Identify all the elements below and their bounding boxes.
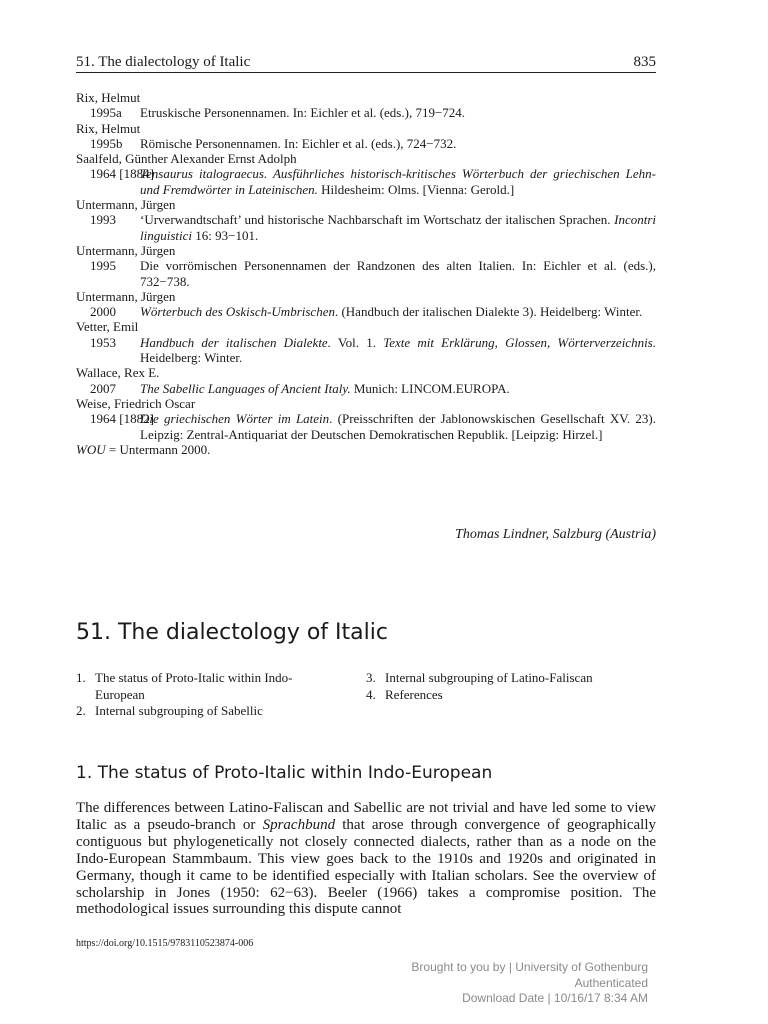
reference-year: 1995a bbox=[90, 105, 122, 121]
abbreviation-definition: = Untermann 2000. bbox=[105, 441, 211, 457]
toc-label: The status of Proto-Italic within Indo-European bbox=[95, 670, 293, 702]
reference-text: Munich: LINCOM.EUROPA. bbox=[350, 380, 510, 396]
reference-text-italic: The Sabellic Languages of Ancient Italy. bbox=[140, 380, 351, 396]
reference-author: Untermann, Jürgen bbox=[76, 197, 176, 213]
body-paragraph bbox=[76, 800, 656, 918]
body-text-run: that arose through convergence of geographically contiguous but phylogenetically not closely connected dialects, rather than as a node on the Indo-European Stammbaum. This view goes back to the 1910s and 1920s and originated in Germany, though it came to be identified especially with Italian scholars. See the overview of scholarship in Jones (1950: 62−63). Beeler (1966) takes a compromise position. The methodological issues surrounding this dispute cannot bbox=[76, 816, 656, 918]
reference-author: Vetter, Emil bbox=[76, 319, 139, 335]
toc-number: 1. bbox=[76, 670, 86, 685]
reference-text-italic: Texte mit Erklärung, Glossen, Wörterverzeichnis. bbox=[383, 334, 656, 350]
body-text-run-italic: Sprachbund bbox=[262, 816, 336, 833]
abbreviation-entry bbox=[76, 442, 656, 457]
toc-item[interactable] bbox=[366, 670, 656, 687]
reference-author: Rix, Helmut bbox=[76, 90, 141, 105]
reference-entry bbox=[76, 136, 656, 151]
toc-number: 2. bbox=[76, 703, 86, 718]
reference-text-italic: Die griechischen Wörter im Latein bbox=[140, 411, 330, 427]
abbreviation: WOU bbox=[76, 441, 106, 457]
body-text-run: The differences between Latino-Faliscan and Sabellic are not trivial and have led some to view Italic as a pseudo-branch or bbox=[76, 800, 656, 833]
toc-label: Internal subgrouping of Latino-Faliscan bbox=[385, 670, 593, 685]
reference-year: 1953 bbox=[90, 334, 116, 350]
toc-column-left bbox=[76, 670, 326, 720]
reference-year: 1995 bbox=[90, 258, 116, 274]
toc-item[interactable] bbox=[76, 670, 326, 703]
page-number: 835 bbox=[633, 54, 656, 70]
reference-text: 16: 93−101. bbox=[192, 227, 259, 243]
reference-entry bbox=[76, 212, 656, 243]
reference-author: Rix, Helmut bbox=[76, 120, 141, 136]
reference-entry bbox=[76, 381, 656, 396]
reference-text: Römische Personennamen. In: Eichler et al. (eds.), 724−732. bbox=[140, 135, 457, 151]
reference-text-italic: Tensaurus italograecus. Ausführliches historisch-kritisches Wörterbuch der griechischen Lehn- und Fremdwörter in Lateinischen. bbox=[140, 166, 656, 197]
reference-text-italic: Handbuch der italischen Dialekte. bbox=[140, 334, 331, 350]
reference-entry bbox=[76, 335, 656, 366]
reference-text: Die vorrömischen Personennamen der Randzonen des alten Italien. In: Eichler et al. (eds.), 732−738. bbox=[140, 258, 656, 289]
reference-year: 1964 [1882] bbox=[90, 411, 154, 427]
section-heading: 1. The status of Proto-Italic within Indo-European bbox=[76, 763, 493, 783]
reference-author: Untermann, Jürgen bbox=[76, 288, 176, 304]
reference-year: 2007 bbox=[90, 380, 116, 396]
reference-entry bbox=[76, 166, 656, 197]
reference-text: Vol. 1. bbox=[330, 334, 384, 350]
reference-author: Untermann, Jürgen bbox=[76, 242, 176, 258]
reference-list bbox=[76, 90, 656, 457]
toc-number: 3. bbox=[366, 670, 376, 685]
reference-author: Weise, Friedrich Oscar bbox=[76, 395, 196, 411]
reference-entry bbox=[76, 304, 656, 319]
reference-text-italic: Incontri linguistici bbox=[140, 212, 656, 243]
reference-text: ‘Urverwandtschaft’ und historische Nachbarschaft im Wortschatz der italischen Sprachen. bbox=[140, 212, 615, 228]
reference-text-italic: Wörterbuch des Oskisch-Umbrischen bbox=[140, 304, 335, 320]
doi-link[interactable]: https://doi.org/10.1515/9783110523874-006 bbox=[76, 938, 254, 949]
toc-number: 4. bbox=[366, 686, 376, 702]
reference-text: Etruskische Personennamen. In: Eichler et al. (eds.), 719−724. bbox=[140, 105, 466, 121]
author-signature: Thomas Lindner, Salzburg (Austria) bbox=[455, 527, 656, 542]
reference-author: Wallace, Rex E. bbox=[76, 365, 160, 381]
reference-entry bbox=[76, 105, 656, 120]
download-watermark bbox=[411, 960, 648, 1007]
reference-year: 1964 [1884] bbox=[90, 166, 154, 182]
reference-text: Hildesheim: Olms. [Vienna: Gerold.] bbox=[317, 181, 515, 197]
reference-year: 1993 bbox=[90, 212, 116, 228]
watermark-line: Brought to you by | University of Gothenburg bbox=[411, 960, 648, 974]
reference-year: 1995b bbox=[90, 135, 123, 151]
reference-year: 2000 bbox=[90, 304, 116, 320]
reference-entry bbox=[76, 411, 656, 442]
running-head bbox=[76, 52, 656, 73]
toc-label: References bbox=[385, 686, 443, 702]
toc-item[interactable] bbox=[76, 703, 326, 720]
reference-entry bbox=[76, 258, 656, 289]
chapter-title: 51. The dialectology of Italic bbox=[76, 620, 388, 645]
reference-text: . (Preisschriften der Jablonowskischen Gesellschaft XV. 23). Leipzig: Zentral-Antiquariat der Deutschen Demokratischen Republik. [Leipzig: Hirzel.] bbox=[140, 411, 656, 442]
toc-column-right bbox=[366, 670, 656, 703]
watermark-line: Authenticated bbox=[574, 975, 648, 990]
reference-text: Heidelberg: Winter. bbox=[140, 350, 243, 366]
reference-text: . (Handbuch der italischen Dialekte 3). Heidelberg: Winter. bbox=[334, 304, 643, 320]
toc-label: Internal subgrouping of Sabellic bbox=[95, 703, 263, 718]
reference-author: Saalfeld, Günther Alexander Ernst Adolph bbox=[76, 151, 297, 167]
watermark-line: Download Date | 10/16/17 8:34 AM bbox=[462, 991, 648, 1005]
toc-item[interactable] bbox=[366, 687, 656, 704]
running-head-title: 51. The dialectology of Italic bbox=[76, 54, 251, 70]
